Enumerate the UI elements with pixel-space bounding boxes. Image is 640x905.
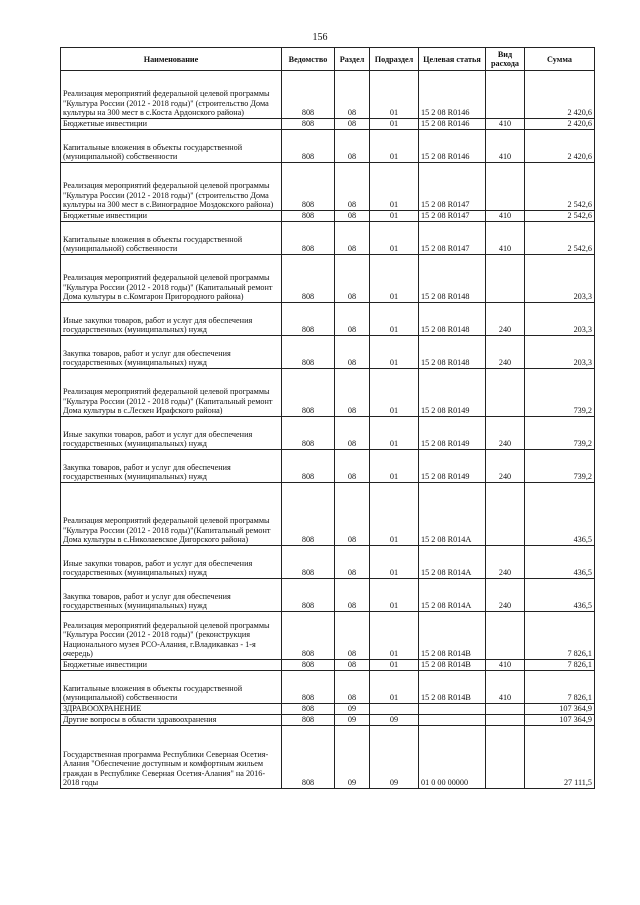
cell-summa: 739,2 [525, 450, 595, 483]
cell-summa: 2 542,6 [525, 211, 595, 222]
cell-statya: 15 2 08 R0147 [419, 222, 486, 255]
cell-vid: 240 [486, 336, 525, 369]
cell-podrazdel: 01 [370, 579, 419, 612]
cell-name: Реализация мероприятий федеральной целевой программы "Культура России (2012 - 2018 годы)"(Капитальный ремонт Дома культуры в с.Николаевское Дигорского района) [61, 483, 282, 546]
cell-summa: 7 826,1 [525, 671, 595, 704]
header-statya: Целевая статья [419, 48, 486, 71]
table-row [61, 671, 595, 704]
cell-summa: 436,5 [525, 579, 595, 612]
cell-razdel: 08 [335, 71, 370, 119]
table-row [61, 71, 595, 119]
cell-summa: 436,5 [525, 483, 595, 546]
cell-podrazdel: 09 [370, 715, 419, 726]
cell-name: Закупка товаров, работ и услуг для обеспечения государственных (муниципальных) нужд [61, 450, 282, 483]
cell-statya: 15 2 08 R014B [419, 671, 486, 704]
cell-razdel: 08 [335, 483, 370, 546]
table-row [61, 483, 595, 546]
cell-summa: 203,3 [525, 336, 595, 369]
cell-podrazdel: 01 [370, 71, 419, 119]
table-row [61, 715, 595, 726]
cell-statya: 15 2 08 R014B [419, 660, 486, 671]
cell-statya: 15 2 08 R014A [419, 579, 486, 612]
cell-podrazdel: 01 [370, 336, 419, 369]
cell-podrazdel: 01 [370, 612, 419, 660]
table-row [61, 222, 595, 255]
cell-statya: 01 0 00 00000 [419, 726, 486, 789]
cell-razdel: 09 [335, 704, 370, 715]
cell-statya: 15 2 08 R0147 [419, 163, 486, 211]
cell-vid [486, 715, 525, 726]
table-row [61, 612, 595, 660]
header-razdel: Раздел [335, 48, 370, 71]
table-body [61, 71, 595, 789]
cell-razdel: 08 [335, 450, 370, 483]
cell-vid: 410 [486, 119, 525, 130]
cell-vid [486, 255, 525, 303]
cell-name: Капитальные вложения в объекты государственной (муниципальной) собственности [61, 222, 282, 255]
cell-name: Закупка товаров, работ и услуг для обеспечения государственных (муниципальных) нужд [61, 579, 282, 612]
cell-statya: 15 2 08 R0148 [419, 336, 486, 369]
table-header-row [61, 48, 595, 71]
cell-razdel: 08 [335, 417, 370, 450]
cell-podrazdel: 01 [370, 303, 419, 336]
cell-razdel: 08 [335, 612, 370, 660]
header-name: Наименование [61, 48, 282, 71]
cell-vid: 410 [486, 211, 525, 222]
cell-razdel: 08 [335, 336, 370, 369]
cell-podrazdel: 01 [370, 130, 419, 163]
cell-vid [486, 71, 525, 119]
cell-summa: 203,3 [525, 255, 595, 303]
cell-vid: 410 [486, 222, 525, 255]
cell-summa: 27 111,5 [525, 726, 595, 789]
cell-name: Другие вопросы в области здравоохранения [61, 715, 282, 726]
cell-statya: 15 2 08 R014A [419, 546, 486, 579]
cell-name: Государственная программа Республики Северная Осетия-Алания "Обеспечение доступным и комфортным жильем граждан в Республике Северная Осетия-Алания" на 2016-2018 годы [61, 726, 282, 789]
table-row [61, 704, 595, 715]
cell-name: Реализация мероприятий федеральной целевой программы "Культура России (2012 - 2018 годы)" (Капитальный ремонт Дома культуры в с.Лескен Ирафского района) [61, 369, 282, 417]
cell-statya: 15 2 08 R0146 [419, 119, 486, 130]
table-row [61, 417, 595, 450]
cell-vid: 240 [486, 546, 525, 579]
cell-podrazdel: 01 [370, 450, 419, 483]
cell-name: Реализация мероприятий федеральной целевой программы "Культура России (2012 - 2018 годы)" (Капитальный ремонт Дома культуры в с.Комгарон Пригородного района) [61, 255, 282, 303]
cell-statya: 15 2 08 R0149 [419, 450, 486, 483]
cell-vid [486, 704, 525, 715]
cell-vid: 410 [486, 660, 525, 671]
cell-name: Иные закупки товаров, работ и услуг для обеспечения государственных (муниципальных) нужд [61, 546, 282, 579]
cell-podrazdel: 01 [370, 671, 419, 704]
cell-ved: 808 [282, 119, 335, 130]
cell-vid [486, 726, 525, 789]
cell-podrazdel: 01 [370, 483, 419, 546]
cell-summa: 739,2 [525, 369, 595, 417]
cell-ved: 808 [282, 671, 335, 704]
cell-summa: 203,3 [525, 303, 595, 336]
cell-ved: 808 [282, 71, 335, 119]
table-row [61, 255, 595, 303]
table-row [61, 546, 595, 579]
cell-ved: 808 [282, 450, 335, 483]
cell-ved: 808 [282, 579, 335, 612]
table-row [61, 336, 595, 369]
cell-ved: 808 [282, 546, 335, 579]
budget-table [60, 47, 595, 789]
table-row [61, 726, 595, 789]
cell-ved: 808 [282, 336, 335, 369]
cell-statya [419, 704, 486, 715]
cell-ved: 808 [282, 715, 335, 726]
cell-ved: 808 [282, 417, 335, 450]
cell-podrazdel [370, 704, 419, 715]
header-vid: Вид расхода [486, 48, 525, 71]
cell-razdel: 08 [335, 255, 370, 303]
cell-vid: 240 [486, 579, 525, 612]
cell-name: Капитальные вложения в объекты государственной (муниципальной) собственности [61, 671, 282, 704]
cell-statya: 15 2 08 R0149 [419, 417, 486, 450]
cell-vid: 240 [486, 303, 525, 336]
cell-razdel: 08 [335, 163, 370, 211]
cell-name: Иные закупки товаров, работ и услуг для обеспечения государственных (муниципальных) нужд [61, 303, 282, 336]
cell-ved: 808 [282, 369, 335, 417]
cell-podrazdel: 01 [370, 222, 419, 255]
table-row [61, 211, 595, 222]
cell-ved: 808 [282, 222, 335, 255]
cell-ved: 808 [282, 255, 335, 303]
cell-vid [486, 612, 525, 660]
table-row [61, 163, 595, 211]
cell-name: Капитальные вложения в объекты государственной (муниципальной) собственности [61, 130, 282, 163]
cell-summa: 7 826,1 [525, 660, 595, 671]
cell-ved: 808 [282, 163, 335, 211]
cell-ved: 808 [282, 660, 335, 671]
cell-razdel: 08 [335, 211, 370, 222]
header-summa: Сумма [525, 48, 595, 71]
cell-statya: 15 2 08 R0149 [419, 369, 486, 417]
cell-statya: 15 2 08 R014B [419, 612, 486, 660]
cell-ved: 808 [282, 130, 335, 163]
cell-podrazdel: 01 [370, 211, 419, 222]
cell-summa: 436,5 [525, 546, 595, 579]
cell-ved: 808 [282, 612, 335, 660]
cell-statya: 15 2 08 R0148 [419, 303, 486, 336]
cell-statya: 15 2 08 R0146 [419, 71, 486, 119]
cell-name: Иные закупки товаров, работ и услуг для обеспечения государственных (муниципальных) нужд [61, 417, 282, 450]
header-podrazdel: Подраздел [370, 48, 419, 71]
cell-vid: 240 [486, 450, 525, 483]
cell-summa: 107 364,9 [525, 715, 595, 726]
cell-razdel: 08 [335, 222, 370, 255]
cell-vid [486, 163, 525, 211]
page-number: 156 [312, 32, 328, 43]
cell-razdel: 09 [335, 715, 370, 726]
cell-vid: 410 [486, 130, 525, 163]
cell-summa: 7 826,1 [525, 612, 595, 660]
cell-razdel: 08 [335, 579, 370, 612]
cell-name: Реализация мероприятий федеральной целевой программы "Культура России (2012 - 2018 годы)" (строительство Дома культуры на 300 мест в с.Коста Ардонского района) [61, 71, 282, 119]
table-row [61, 450, 595, 483]
cell-ved: 808 [282, 211, 335, 222]
cell-name: Закупка товаров, работ и услуг для обеспечения государственных (муниципальных) нужд [61, 336, 282, 369]
cell-summa: 2 420,6 [525, 130, 595, 163]
cell-podrazdel: 01 [370, 417, 419, 450]
cell-summa: 2 420,6 [525, 71, 595, 119]
cell-summa: 2 542,6 [525, 222, 595, 255]
cell-razdel: 08 [335, 671, 370, 704]
cell-summa: 2 420,6 [525, 119, 595, 130]
table-row [61, 130, 595, 163]
cell-summa: 2 542,6 [525, 163, 595, 211]
header-ved: Ведомство [282, 48, 335, 71]
table-row [61, 303, 595, 336]
cell-razdel: 09 [335, 726, 370, 789]
table-row [61, 119, 595, 130]
table-row [61, 660, 595, 671]
cell-statya: 15 2 08 R0147 [419, 211, 486, 222]
cell-name: Бюджетные инвестиции [61, 660, 282, 671]
cell-vid: 410 [486, 671, 525, 704]
cell-statya [419, 715, 486, 726]
cell-razdel: 08 [335, 660, 370, 671]
cell-name: Реализация мероприятий федеральной целевой программы "Культура России (2012 - 2018 годы)" (строительство Дома культуры на 300 мест в с.Виноградное Моздокского района) [61, 163, 282, 211]
cell-podrazdel: 01 [370, 255, 419, 303]
cell-podrazdel: 01 [370, 546, 419, 579]
cell-podrazdel: 01 [370, 660, 419, 671]
cell-statya: 15 2 08 R0148 [419, 255, 486, 303]
cell-ved: 808 [282, 303, 335, 336]
cell-ved: 808 [282, 704, 335, 715]
cell-razdel: 08 [335, 130, 370, 163]
cell-statya: 15 2 08 R0146 [419, 130, 486, 163]
cell-vid [486, 369, 525, 417]
cell-podrazdel: 01 [370, 119, 419, 130]
cell-name: Реализация мероприятий федеральной целевой программы "Культура России (2012 - 2018 годы)" (реконструкция Национального музея РСО-Алания, г.Владикавказ - 1-я очередь) [61, 612, 282, 660]
table-row [61, 369, 595, 417]
cell-razdel: 08 [335, 546, 370, 579]
cell-vid [486, 483, 525, 546]
table-row [61, 579, 595, 612]
cell-summa: 739,2 [525, 417, 595, 450]
cell-summa: 107 364,9 [525, 704, 595, 715]
cell-name: ЗДРАВООХРАНЕНИЕ [61, 704, 282, 715]
cell-name: Бюджетные инвестиции [61, 119, 282, 130]
cell-razdel: 08 [335, 369, 370, 417]
cell-vid: 240 [486, 417, 525, 450]
cell-statya: 15 2 08 R014A [419, 483, 486, 546]
cell-name: Бюджетные инвестиции [61, 211, 282, 222]
cell-ved: 808 [282, 483, 335, 546]
cell-razdel: 08 [335, 303, 370, 336]
cell-podrazdel: 01 [370, 163, 419, 211]
cell-ved: 808 [282, 726, 335, 789]
cell-podrazdel: 09 [370, 726, 419, 789]
cell-razdel: 08 [335, 119, 370, 130]
cell-podrazdel: 01 [370, 369, 419, 417]
